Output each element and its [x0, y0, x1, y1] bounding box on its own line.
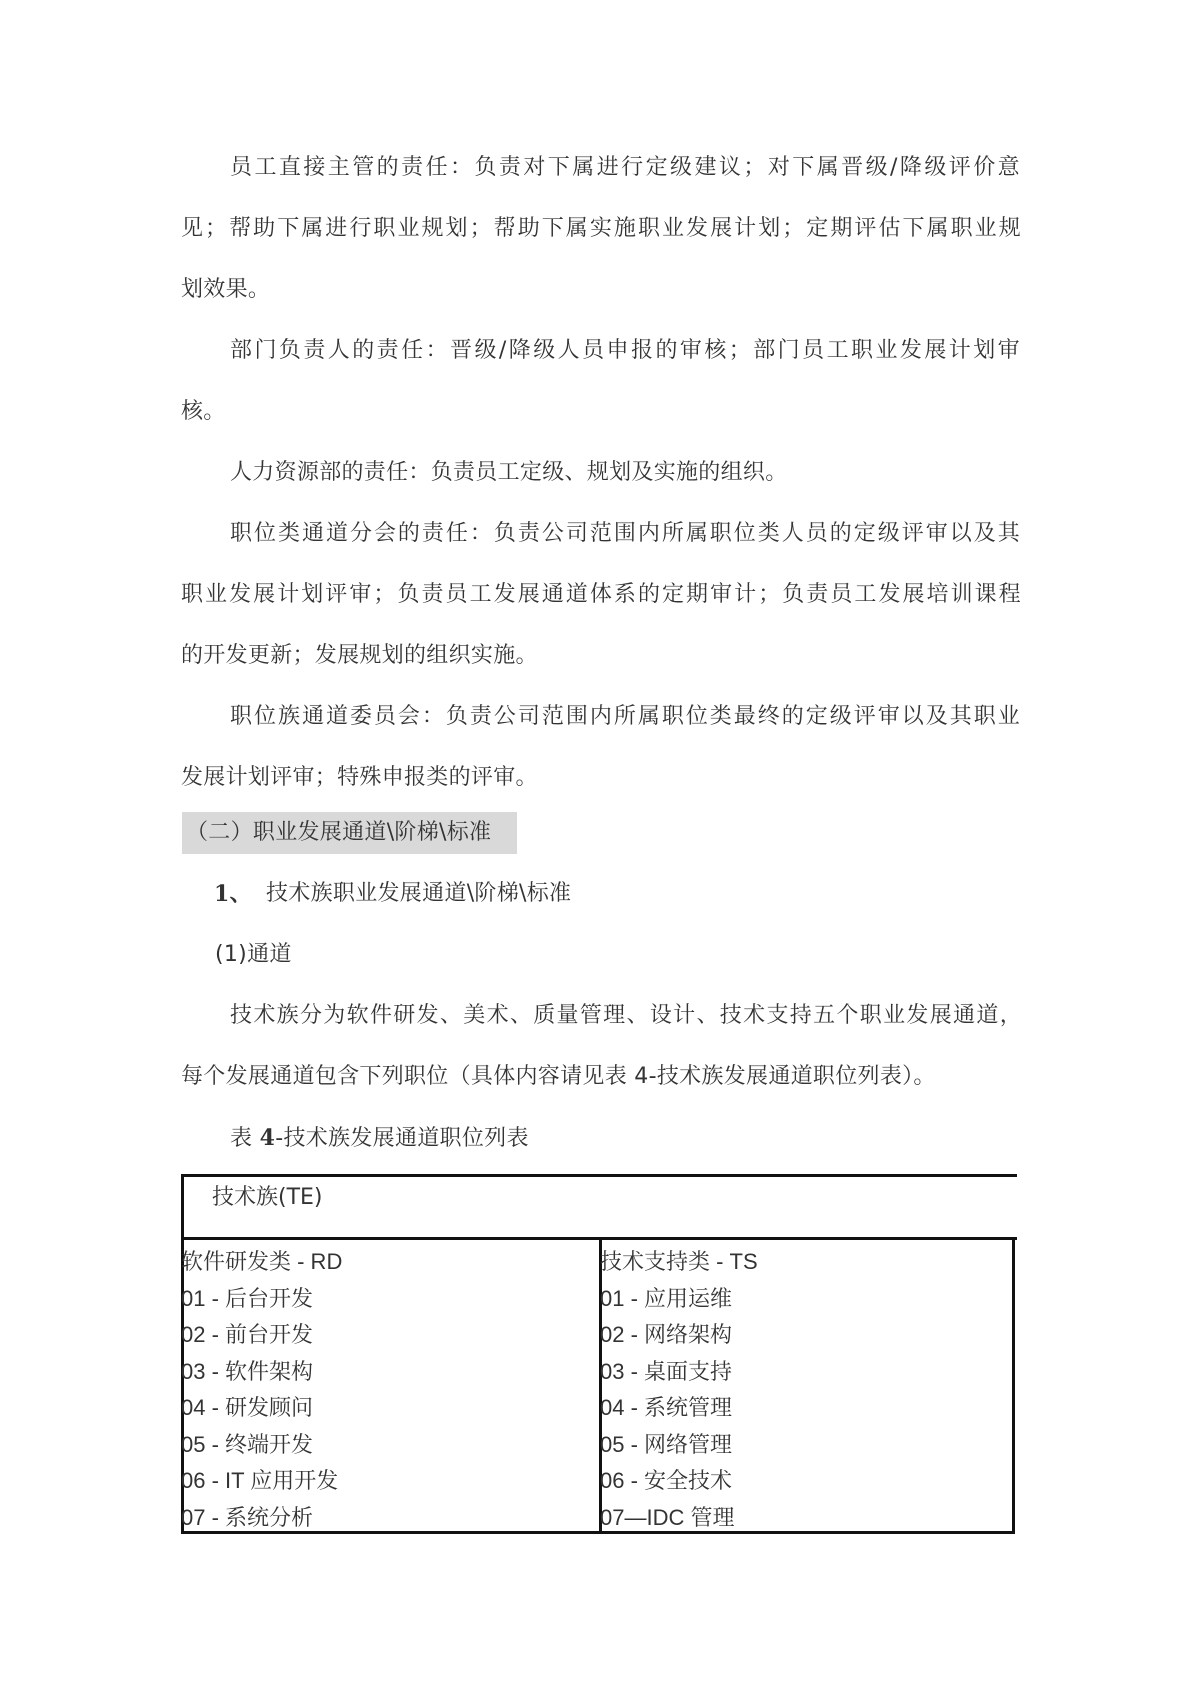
subsection-title: 技术族职业发展通道\阶梯\标准: [266, 881, 572, 906]
table-cell: 06 - 安全技术: [600, 1468, 733, 1493]
section-heading: （二）职业发展通道\阶梯\标准: [186, 820, 492, 845]
table-cell: 04 - 研发顾问: [181, 1395, 314, 1420]
table-cell: 01 - 应用运维: [600, 1285, 733, 1311]
table-cell: 02 - 前台开发: [181, 1322, 314, 1347]
table-cell: 03 - 软件架构: [181, 1358, 314, 1384]
table-cell: 04 - 系统管理: [600, 1395, 733, 1420]
column-title: 技术支持类 - TS: [600, 1249, 758, 1274]
subsection-number: 1、: [214, 881, 252, 907]
paragraph-supervisor-line-1: 员工直接主管的责任：负责对下属进行定级建议；对下属晋级/降级评价意: [230, 155, 1020, 180]
paragraph-committee-line-2: 发展计划评审；特殊申报类的评审。: [181, 765, 538, 790]
table-header-left-border: [181, 1174, 184, 1239]
table-caption-text: -技术族发展通道职位列表: [275, 1126, 529, 1151]
paragraph-committee-line-1: 职位族通道委员会：负责公司范围内所属职位类最终的定级评审以及其职业: [230, 704, 1020, 729]
paragraph-supervisor-line-3: 划效果。: [181, 277, 271, 302]
paragraph-dept-head-line-2: 核。: [181, 399, 226, 424]
table-cell: 07 - 系统分析: [181, 1504, 314, 1530]
column-title: 软件研发类 - RD: [181, 1249, 343, 1274]
item-label: (1)通道: [215, 942, 292, 967]
table-cell: 05 - 网络管理: [600, 1431, 733, 1457]
section-body-line-2: 每个发展通道包含下列职位（具体内容请见表 4-技术族发展通道职位列表）。: [181, 1064, 936, 1089]
table-column-rd: [181, 1244, 342, 1536]
section-body-line-1: 技术族分为软件研发、美术、质量管理、设计、技术支持五个职业发展通道，: [230, 1003, 1022, 1028]
table-cell: 07—IDC 管理: [600, 1504, 735, 1530]
paragraph-branch-line-1: 职位类通道分会的责任：负责公司范围内所属职位类人员的定级评审以及其: [230, 521, 1020, 546]
table-caption: [230, 1123, 529, 1154]
table-caption-prefix: 表: [230, 1126, 260, 1151]
paragraph-hr-line-1: 人力资源部的责任：负责员工定级、规划及实施的组织。: [230, 460, 788, 485]
paragraph-branch-line-3: 的开发更新；发展规划的组织实施。: [181, 643, 538, 668]
table-column-ts: [600, 1244, 758, 1536]
table-cell: 06 - IT 应用开发: [181, 1468, 339, 1493]
paragraph-dept-head-line-1: 部门负责人的责任：晋级/降级人员申报的审核；部门员工职业发展计划审: [230, 338, 1020, 363]
paragraph-branch-line-2: 职业发展计划评审；负责员工发展通道体系的定期审计；负责员工发展培训课程: [181, 582, 1021, 607]
table-cell: 05 - 终端开发: [181, 1431, 314, 1457]
table-cell: 01 - 后台开发: [181, 1285, 314, 1311]
table-top-border: [181, 1174, 1017, 1177]
table-cell: 02 - 网络架构: [600, 1322, 733, 1347]
table-cell: 03 - 桌面支持: [600, 1358, 733, 1384]
table-caption-number: 4: [259, 1125, 276, 1151]
table-header: 技术族(TE): [212, 1185, 323, 1210]
paragraph-supervisor-line-2: 见；帮助下属进行职业规划；帮助下属实施职业发展计划；定期评估下属职业规: [181, 216, 1021, 241]
